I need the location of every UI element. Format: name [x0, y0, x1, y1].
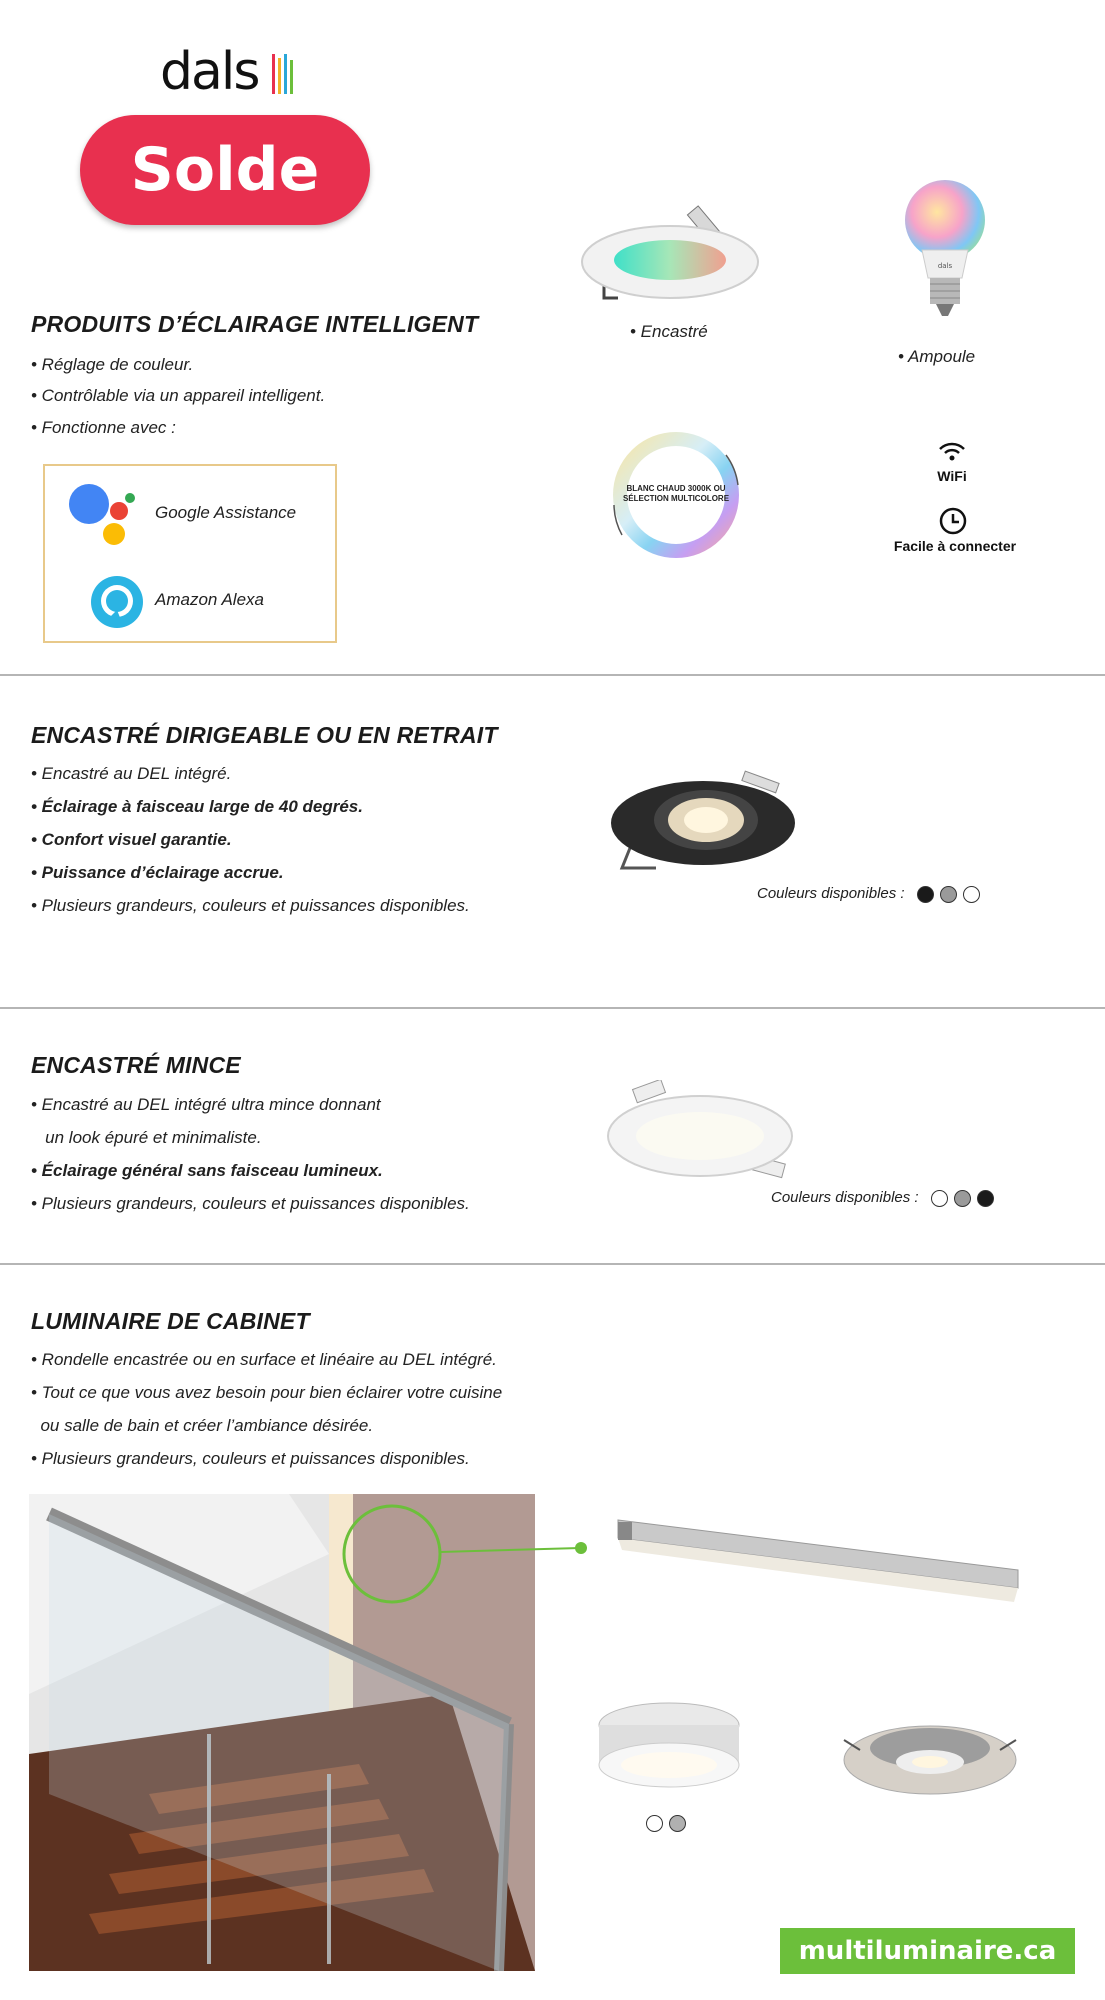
gimbal-bullet-1: • Encastré au DEL intégré.	[31, 764, 232, 783]
bulb-label: • Ampoule	[898, 347, 976, 366]
smart-section-title: PRODUITS D’ÉCLAIRAGE INTELLIGENT	[31, 311, 479, 337]
connect-label: Facile à connecter	[893, 538, 1017, 554]
gimbal-light-image	[608, 768, 808, 878]
puck-swatch-grey	[669, 1815, 686, 1832]
bulb-brand-mark: dals	[937, 262, 953, 270]
amazon-alexa-label: Amazon Alexa	[155, 590, 264, 609]
puck-swatch-white	[646, 1815, 663, 1832]
gimbal-bullet-4: • Puissance d’éclairage accrue.	[31, 863, 284, 882]
cabinet-bullet-2: • Tout ce que vous avez besoin pour bien éclairer votre cuisine	[31, 1383, 503, 1402]
puck-swatches	[644, 1815, 686, 1833]
smart-bullet-3: • Fonctionne avec :	[31, 418, 176, 437]
dals-logo-text: dals	[160, 42, 259, 102]
sale-label: Solde	[130, 135, 320, 205]
gimbal-colors	[757, 885, 980, 903]
smart-bulb-image	[900, 178, 990, 328]
slim-bullet-1: • Encastré au DEL intégré ultra mince donnant	[31, 1095, 381, 1114]
cabinet-section-title: LUMINAIRE DE CABINET	[31, 1308, 310, 1334]
smart-recessed-light-image	[580, 200, 770, 310]
gimbal-bullet-3: • Confort visuel garantie.	[31, 830, 232, 849]
cabinet-bullet-4: • Plusieurs grandeurs, couleurs et puissances disponibles.	[31, 1449, 470, 1468]
dals-logo-bars-icon	[272, 54, 294, 101]
smart-bullet-2: • Contrôlable via un appareil intelligent.	[31, 386, 326, 405]
divider-3	[0, 1263, 1105, 1265]
slim-colors-label: Couleurs disponibles :	[771, 1189, 919, 1206]
site-badge[interactable]	[780, 1928, 1075, 1974]
wifi-icon	[938, 440, 966, 462]
connector-line	[440, 1540, 590, 1560]
slim-bullet-4: • Plusieurs grandeurs, couleurs et puissances disponibles.	[31, 1194, 470, 1213]
recessed-label: • Encastré	[630, 322, 708, 341]
staircase-photo	[29, 1494, 535, 1971]
wifi-label: WiFi	[937, 468, 967, 484]
gimbal-swatch-white	[963, 886, 980, 903]
gimbal-section-title: ENCASTRÉ DIRIGEABLE OU EN RETRAIT	[31, 722, 498, 748]
assistants-box	[43, 464, 337, 643]
color-ring-label	[606, 484, 746, 504]
smart-bullet-1: • Réglage de couleur.	[31, 355, 194, 374]
slim-swatch-grey	[954, 1190, 971, 1207]
slim-section-title: ENCASTRÉ MINCE	[31, 1052, 241, 1078]
site-url: multiluminaire.ca	[798, 1936, 1057, 1966]
slim-swatch-white	[931, 1190, 948, 1207]
clock-icon	[938, 506, 968, 536]
cabinet-bullet-3: ou salle de bain et créer l’ambiance désirée.	[31, 1416, 374, 1435]
sale-badge	[80, 115, 370, 225]
slim-swatch-black	[977, 1190, 994, 1207]
gimbal-colors-label: Couleurs disponibles :	[757, 885, 905, 902]
slim-colors	[771, 1189, 994, 1207]
google-assistant-icon	[67, 474, 137, 546]
recessed-puck-light-image	[840, 1710, 1020, 1800]
dals-logo	[160, 42, 300, 102]
slim-bullet-2: un look épuré et minimaliste.	[31, 1128, 262, 1147]
google-assistant-label: Google Assistance	[155, 503, 297, 522]
amazon-alexa-icon	[89, 574, 145, 630]
gimbal-bullet-5: • Plusieurs grandeurs, couleurs et puissances disponibles.	[31, 896, 470, 915]
color-ring-label-line2: SÉLECTION MULTICOLORE	[622, 494, 730, 503]
slim-light-image	[604, 1080, 804, 1190]
linear-cabinet-light-image	[614, 1510, 1024, 1610]
divider-1	[0, 674, 1105, 676]
puck-light-image	[594, 1695, 744, 1795]
cabinet-bullet-1: • Rondelle encastrée ou en surface et linéaire au DEL intégré.	[31, 1350, 497, 1369]
gimbal-swatch-grey	[940, 886, 957, 903]
divider-2	[0, 1007, 1105, 1009]
gimbal-swatch-black	[917, 886, 934, 903]
gimbal-bullet-2: • Éclairage à faisceau large de 40 degrés.	[31, 797, 363, 816]
slim-bullet-3: • Éclairage général sans faisceau lumineux.	[31, 1161, 383, 1180]
color-ring-label-line1: BLANC CHAUD 3000K OU	[626, 484, 726, 493]
